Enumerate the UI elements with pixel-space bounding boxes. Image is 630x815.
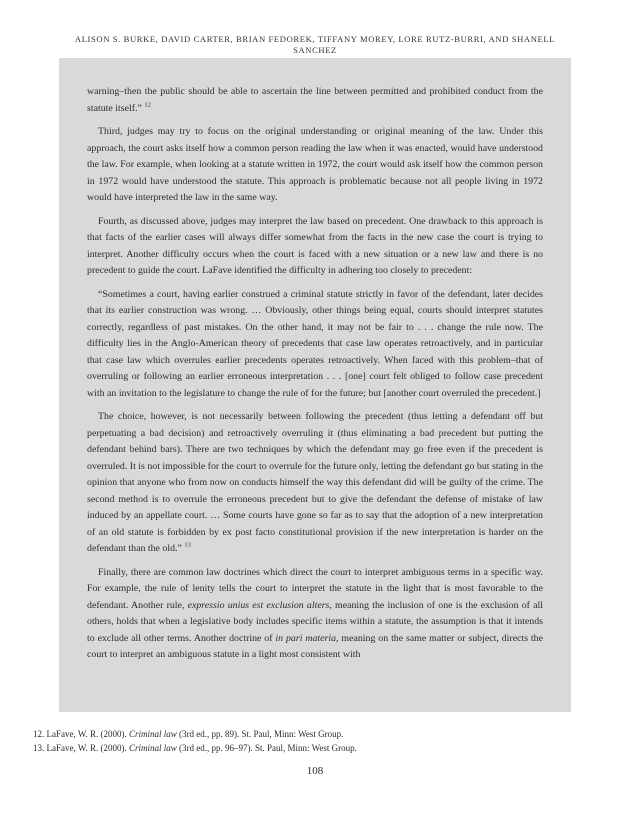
- page-number: 108: [306, 765, 324, 777]
- latin-term: expressio unius est exclusion alters,: [187, 599, 332, 611]
- running-header: [60, 34, 570, 56]
- footnote: 13. LaFave, W. R. (2000). Criminal law (3rd ed., pp. 96–97). St. Paul, Minn: West Group.: [33, 742, 357, 753]
- text-box: [59, 58, 571, 712]
- latin-term: in pari materia,: [275, 632, 339, 644]
- paragraph: Third, judges may try to focus on the original understanding or original meaning of the law. Under this approach, the court asks itself how a common person reading the law when it was enacted, would have understood the law. For example, when looking at a statute written in 1972, the court would ask itself how the common person in 1972 would have understood the statute. This approach is problematic because not all people living in 1972 would have interpreted the law in the same way.: [87, 126, 543, 203]
- paragraph: warning–then the public should be able to ascertain the line between permitted and prohibited conduct from the statute itself.” $^{12}$: [87, 86, 543, 114]
- block-quote: “Sometimes a court, having earlier construed a criminal statute strictly in favor of the defendant, later decides that its earlier construction was wrong. … Obviously, other things being equal, courts should interpret statutes correctly, regardless of past mistakes. On the other hand, it may not be fair to . . . change the rule now. The difficulty lies in the Anglo-American theory of precedents that case law operates retroactively, and in particular that case law which overrules earlier precedents operates retroactively. When faced with this problem–that of overruling or following an earlier erroneous interpretation . . . [one] court felt obliged to follow case precedent with an invitation to the legislature to change the rule of for the future; but [another court overruled the precedent.]: [87, 288, 543, 399]
- paragraph: Fourth, as discussed above, judges may interpret the law based on precedent. One drawback to this approach is that facts of the earlier cases will always differ somewhat from the facts in the new case the court is trying to interpret. Another difficulty occurs when the court is faced with a new situation or a new law and there is no precedent to guide the court. LaFave identified the difficulty in adhering too closely to precedent:: [87, 215, 543, 276]
- footnote-ref[interactable]: 13: [184, 541, 191, 549]
- footnote: 12. LaFave, W. R. (2000). Criminal law (3rd ed., pp. 89). St. Paul, Minn: West Group.: [33, 729, 344, 739]
- paragraph: Finally, there are common law doctrines which direct the court to interpret ambiguous terms in a specific way. For example, the rule of lenity tells the court to interpret the statute in the light that is most favorable to the defendant. Another rule, expressio unius est exclusion alters, meaning the inclusion of one is the exclusion of all others, holds that when a legislative body includes specific items within a statute, the assumption is that it intends to exclude all other terms. Another doctrine of in pari materia, meaning on the same matter or subject, directs the court to interpret an ambiguous statute in a light most consistent with: [87, 566, 544, 660]
- footnote-ref[interactable]: 12: [144, 101, 151, 109]
- paragraph: The choice, however, is not necessarily between following the precedent (thus letting a defendant off but perpetuating a bad decision) and retroactively overruling it (thus eliminating a bad precedent but putting the defendant behind bars). There are two techniques by which the defendant may go free even if the precedent is overruled. It is not impossible for the court to overrule for the future only, letting the defendant go but stating in the opinion that anyone who from now on conducts himself the way this defendant did will be guilty of the crime. The second method is to overrule the erroneous precedent but to give the defendant the defense of mistake of law induced by an appellate court. … Some courts have gone so far as to say that the adoption of a new interpretation of an old statute is forbidden by ex post facto constitutional provision if the new interpretation is harder on the defendant than the old.” $^{13}$: [87, 411, 543, 554]
- header-authors: ALISON S. BURKE, DAVID CARTER, BRIAN FEDOREK, TIFFANY MOREY, LORE RUTZ-BURRI, AND SHANELL SANCHEZ: [74, 34, 556, 55]
- footnotes: [33, 728, 573, 755]
